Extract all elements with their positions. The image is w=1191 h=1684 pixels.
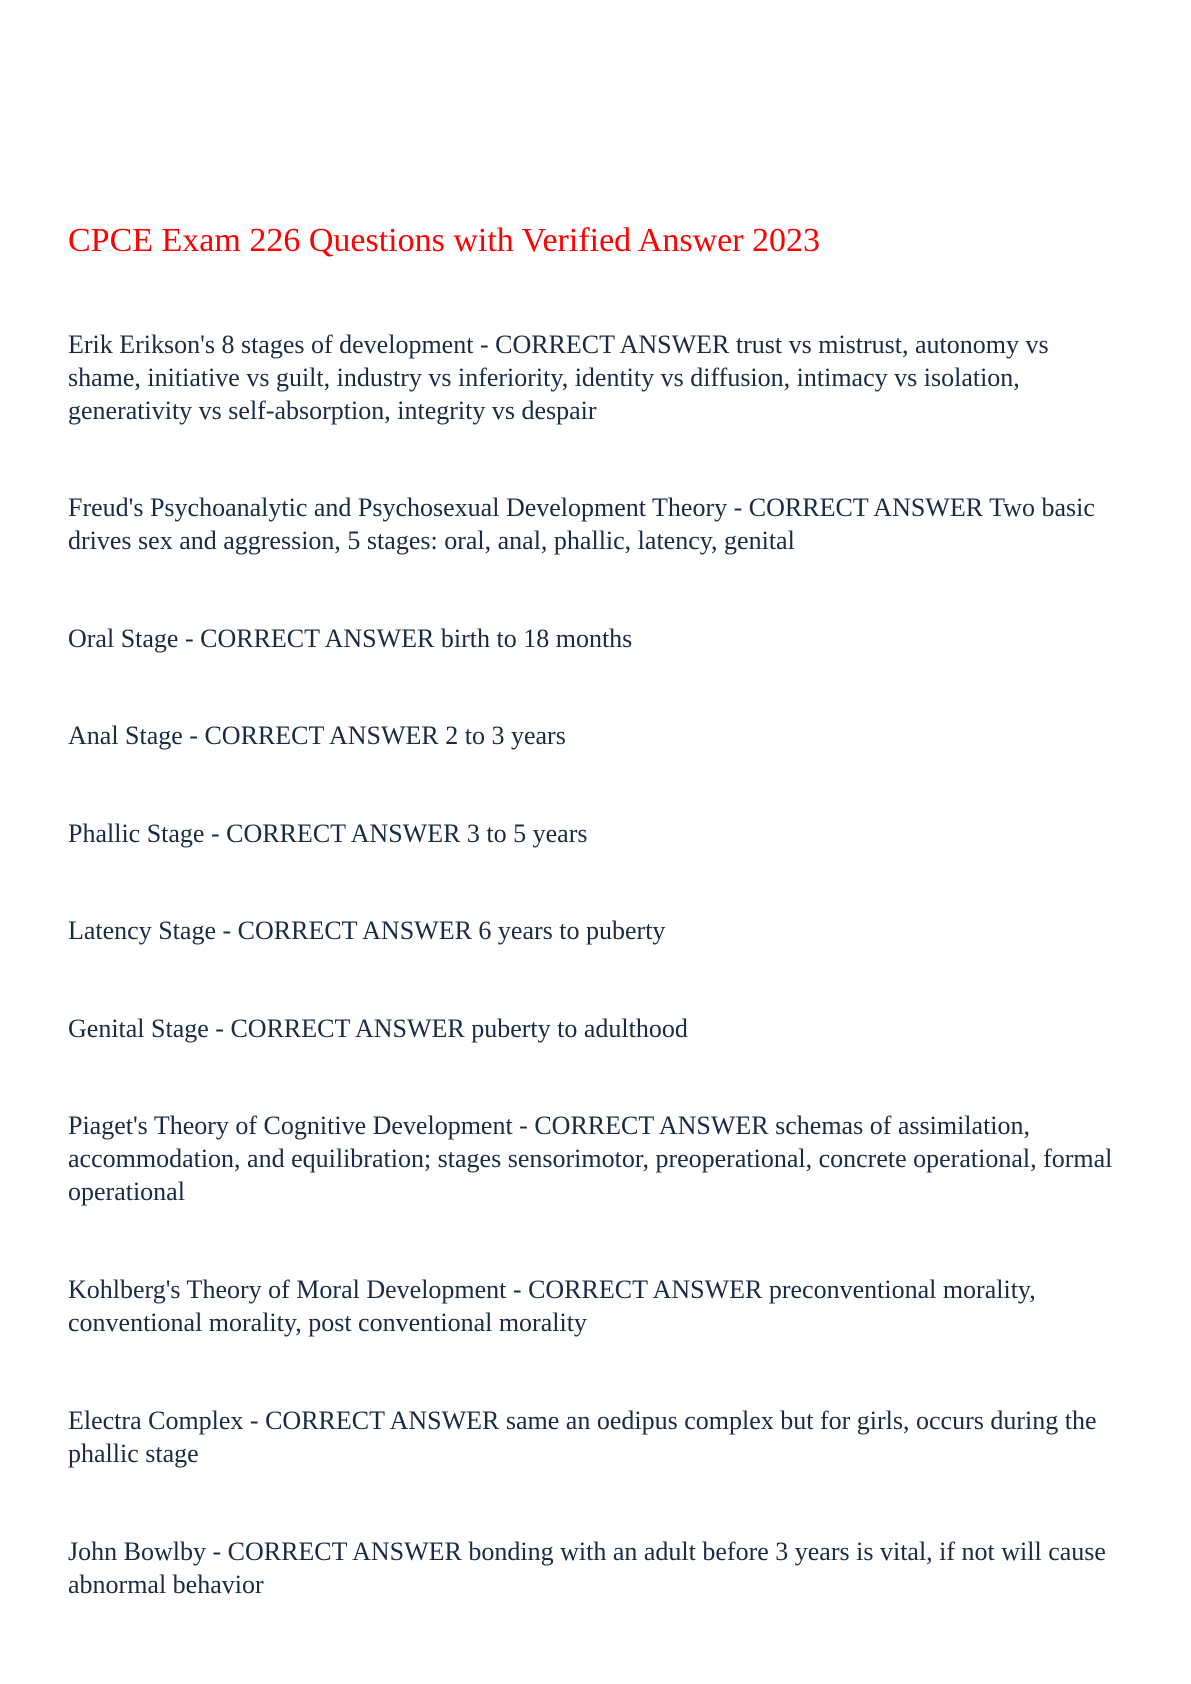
- qa-entry-freud: Freud's Psychoanalytic and Psychosexual Development Theory - CORRECT ANSWER Two basic drives sex and aggression, 5 stages: oral, anal, phallic, latency, genital: [68, 493, 1095, 555]
- qa-entry-piaget: Piaget's Theory of Cognitive Development - CORRECT ANSWER schemas of assimilation, accommodation, and equilibration; stages sensorimotor, preoperational, concrete operational, formal operational: [68, 1111, 1113, 1206]
- qa-entry-anal-stage: Anal Stage - CORRECT ANSWER 2 to 3 years: [68, 721, 566, 750]
- qa-entry-kohlberg: Kohlberg's Theory of Moral Development - CORRECT ANSWER preconventional morality, conventional morality, post conventional morality: [68, 1275, 1036, 1337]
- qa-entry-electra-complex: Electra Complex - CORRECT ANSWER same an oedipus complex but for girls, occurs during the phallic stage: [68, 1406, 1097, 1468]
- qa-entry-genital-stage: Genital Stage - CORRECT ANSWER puberty to adulthood: [68, 1014, 688, 1043]
- qa-entry-phallic-stage: Phallic Stage - CORRECT ANSWER 3 to 5 years: [68, 819, 588, 848]
- qa-entry-erikson: Erik Erikson's 8 stages of development - CORRECT ANSWER trust vs mistrust, autonomy vs shame, initiative vs guilt, industry vs inferiority, identity vs diffusion, intimacy vs isolation, generativity vs self-absorption, integrity vs despair: [68, 330, 1049, 425]
- document-title: CPCE Exam 226 Questions with Verified Answer 2023: [68, 222, 821, 259]
- qa-entry-oral-stage: Oral Stage - CORRECT ANSWER birth to 18 months: [68, 624, 633, 653]
- qa-entry-john-bowlby: John Bowlby - CORRECT ANSWER bonding with an adult before 3 years is vital, if not will cause abnormal behavior: [68, 1537, 1106, 1599]
- qa-entry-latency-stage: Latency Stage - CORRECT ANSWER 6 years to puberty: [68, 916, 666, 945]
